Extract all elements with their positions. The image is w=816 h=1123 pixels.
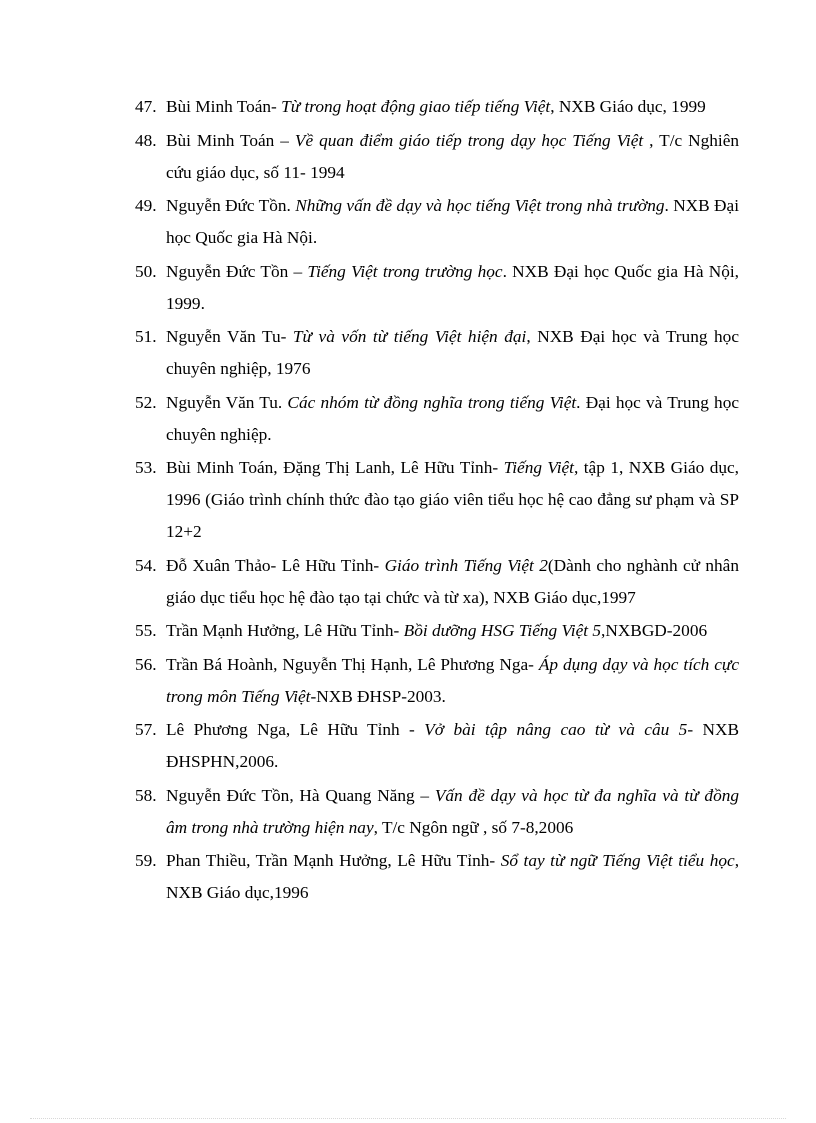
reference-details: - NXB ĐHSPHN,2006.: [166, 720, 740, 771]
reference-number: 55.: [135, 621, 157, 640]
reference-title: Tiếng Việt: [503, 458, 574, 477]
reference-item: [135, 387, 739, 451]
reference-list: [135, 91, 739, 911]
reference-details: . NXB Đại học Quốc gia Hà Nội.: [166, 196, 739, 247]
reference-authors: Bùi Minh Toán –: [166, 130, 295, 150]
reference-title: Vấn đề dạy và học từ đa nghĩa và từ đồng âm trong nhà trường hiện nay: [166, 785, 739, 837]
reference-authors: Nguyễn Văn Tu.: [166, 392, 288, 412]
reference-number: 56.: [135, 654, 157, 674]
reference-number: 51.: [135, 327, 157, 346]
reference-item: [135, 256, 739, 320]
reference-number: 47.: [135, 97, 157, 116]
reference-details: -NXB ĐHSP-2003.: [310, 686, 446, 706]
reference-title: Từ trong hoạt động giao tiếp tiếng Việt: [281, 97, 551, 116]
reference-authors: Nguyễn Đức Tồn, Hà Quang Năng –: [166, 785, 435, 805]
reference-authors: Bùi Minh Toán-: [166, 97, 282, 116]
reference-number: 59.: [135, 851, 157, 870]
reference-details: . Đại học và Trung học chuyên nghiệp.: [166, 392, 740, 444]
reference-title: Sổ tay từ ngữ Tiếng Việt tiểu học: [500, 851, 735, 870]
reference-title: Vở bài tập nâng cao từ và câu 5: [424, 720, 688, 739]
reference-item: [135, 780, 739, 844]
reference-authors: Nguyễn Đức Tồn.: [166, 196, 296, 215]
reference-item: [135, 845, 739, 909]
reference-details: , T/c Ngôn ngữ , số 7-8,2006: [373, 817, 574, 837]
reference-title: Các nhóm từ đồng nghĩa trong tiếng Việt: [287, 392, 577, 412]
reference-authors: Lê Phương Nga, Lê Hữu Tỉnh -: [166, 720, 425, 739]
reference-title: Áp dụng dạy và học tích cực trong môn Tiếng Việt: [166, 654, 739, 706]
reference-details: (Dành cho nghành cử nhân giáo dục tiểu học hệ đào tạo tại chức và từ xa), NXB Giáo dục,1997: [166, 555, 739, 607]
reference-authors: Nguyễn Văn Tu-: [166, 327, 293, 346]
reference-item: [135, 321, 739, 385]
reference-number: 54.: [135, 555, 157, 575]
reference-details: , T/c Nghiên cứu giáo dục, số 11- 1994: [166, 130, 740, 182]
page-bottom-rule: [30, 1118, 786, 1119]
reference-item: [135, 649, 739, 713]
reference-title: Tiếng Việt trong trường học: [307, 261, 503, 281]
reference-authors: Phan Thiều, Trần Mạnh Hưởng, Lê Hữu Tỉnh-: [166, 851, 501, 870]
reference-title: Những vấn đề dạy và học tiếng Việt trong nhà trường: [295, 196, 665, 215]
reference-authors: Đỗ Xuân Thảo- Lê Hữu Tỉnh-: [166, 555, 385, 575]
reference-number: 48.: [135, 130, 157, 150]
reference-number: 53.: [135, 458, 157, 477]
reference-item: [135, 91, 739, 123]
reference-title: Về quan điểm giáo tiếp trong dạy học Tiếng Việt: [294, 130, 644, 150]
reference-number: 50.: [135, 261, 157, 281]
reference-number: 58.: [135, 785, 157, 805]
reference-item: [135, 125, 739, 189]
reference-title: Giáo trình Tiếng Việt 2: [384, 555, 548, 575]
reference-details: , tập 1, NXB Giáo dục, 1996 (Giáo trình chính thức đào tạo giáo viên tiểu học hệ cao đẳng sư phạm và SP 12+2: [166, 458, 739, 541]
reference-authors: Bùi Minh Toán, Đặng Thị Lanh, Lê Hữu Tỉnh-: [166, 458, 504, 477]
reference-details: ,NXBGD-2006: [601, 621, 708, 640]
reference-title: Từ và vốn từ tiếng Việt hiện đại: [292, 327, 527, 346]
reference-authors: Trần Bá Hoành, Nguyễn Thị Hạnh, Lê Phương Nga-: [166, 654, 539, 674]
reference-details: , NXB Đại học và Trung học chuyên nghiệp, 1976: [166, 327, 739, 378]
reference-number: 49.: [135, 196, 157, 215]
reference-item: [135, 615, 739, 647]
reference-item: [135, 550, 739, 614]
reference-item: [135, 714, 739, 778]
reference-details: , NXB Giáo dục,1996: [166, 851, 740, 902]
reference-number: 57.: [135, 720, 157, 739]
reference-details: , NXB Giáo dục, 1999: [550, 97, 706, 116]
reference-item: [135, 190, 739, 254]
reference-item: [135, 452, 739, 548]
reference-details: . NXB Đại học Quốc gia Hà Nội, 1999.: [166, 261, 740, 313]
reference-title: Bồi dưỡng HSG Tiếng Việt 5: [403, 621, 602, 640]
reference-authors: Trần Mạnh Hưởng, Lê Hữu Tỉnh-: [166, 621, 404, 640]
reference-authors: Nguyễn Đức Tồn –: [166, 261, 308, 281]
reference-number: 52.: [135, 392, 157, 412]
